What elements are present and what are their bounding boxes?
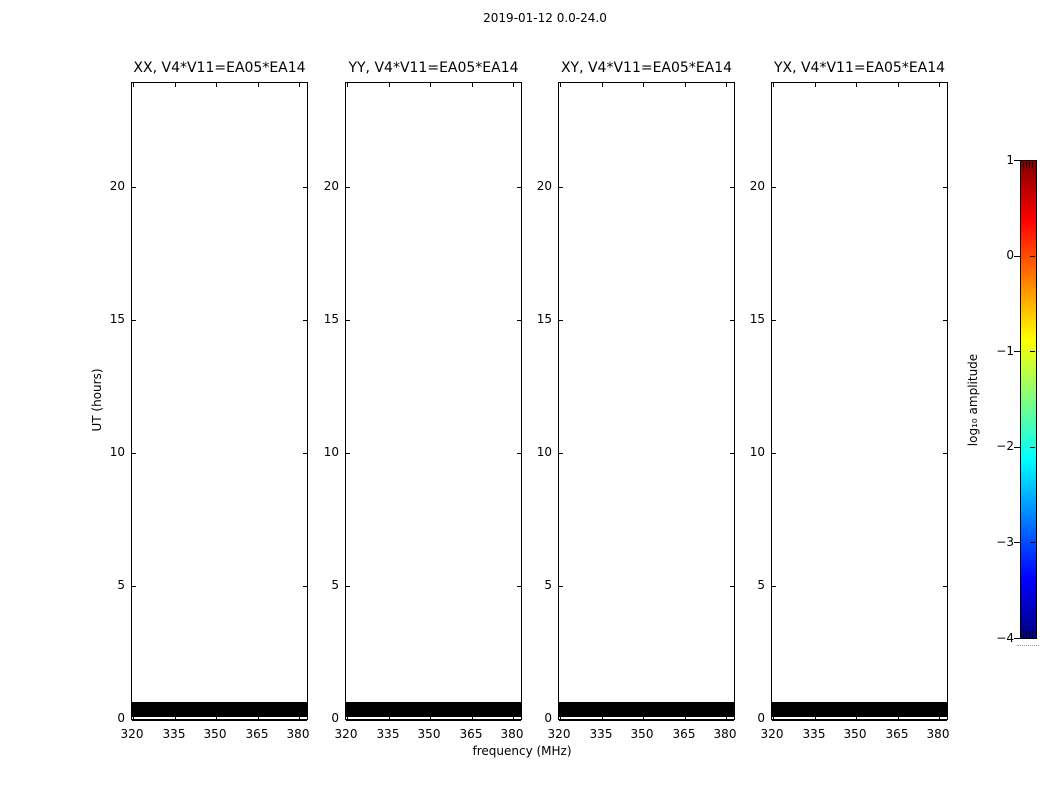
y-tick-label: 20 — [323, 179, 339, 193]
data-band — [559, 719, 734, 721]
subplot-1 — [345, 82, 522, 720]
colorbar-bottom-hatch — [1023, 631, 1034, 637]
x-axis-tick — [939, 83, 940, 87]
subplot-title: XX, V4*V11=EA05*EA14 — [133, 60, 306, 76]
x-axis-tick — [560, 83, 561, 87]
colorbar-tick — [1030, 160, 1035, 161]
colorbar-tick — [1030, 447, 1035, 448]
colorbar-label: log₁₀ amplitude — [966, 353, 980, 447]
x-axis-tick — [472, 83, 473, 87]
data-band — [772, 702, 947, 717]
subplot-0 — [131, 82, 308, 720]
colorbar-tick — [1014, 256, 1020, 257]
x-axis-tick — [133, 83, 134, 87]
x-axis-tick — [856, 83, 857, 87]
y-axis-tick — [772, 187, 776, 188]
y-tick-label: 15 — [109, 312, 125, 326]
x-axis-tick — [513, 83, 514, 87]
colorbar-tick — [1014, 351, 1020, 352]
y-tick-label: 0 — [544, 711, 552, 725]
y-axis-tick — [559, 187, 563, 188]
x-tick-label: 320 — [547, 727, 571, 741]
colorbar-gradient — [1020, 160, 1037, 639]
colorbar-tick — [1014, 638, 1020, 639]
subplot-title: YX, V4*V11=EA05*EA14 — [773, 60, 946, 76]
y-tick-label: 20 — [109, 179, 125, 193]
x-tick-label: 350 — [843, 727, 867, 741]
x-tick-label: 350 — [630, 727, 654, 741]
x-axis-tick — [643, 83, 644, 87]
y-tick-label: 5 — [544, 578, 552, 592]
y-tick-label: 5 — [757, 578, 765, 592]
y-tick-label: 10 — [536, 445, 552, 459]
y-axis-tick — [943, 453, 947, 454]
y-tick-label: 0 — [117, 711, 125, 725]
x-tick-label: 365 — [245, 727, 269, 741]
y-tick-label: 15 — [536, 312, 552, 326]
x-axis-tick — [347, 83, 348, 87]
y-axis-tick — [132, 187, 136, 188]
x-axis-tick — [299, 83, 300, 87]
x-axis-tick — [773, 83, 774, 87]
x-tick-label: 320 — [120, 727, 144, 741]
subplot-2 — [558, 82, 735, 720]
x-axis-label: frequency (MHz) — [472, 744, 572, 758]
y-axis-tick — [559, 453, 563, 454]
x-tick-label: 365 — [459, 727, 483, 741]
y-axis-tick — [943, 320, 947, 321]
y-axis-tick — [559, 320, 563, 321]
colorbar-tick-label: −3 — [996, 534, 1014, 549]
y-tick-label: 10 — [109, 445, 125, 459]
colorbar-tick-label: −1 — [996, 343, 1014, 358]
x-tick-label: 380 — [926, 727, 950, 741]
colorbar-tick — [1030, 542, 1035, 543]
y-tick-label: 10 — [749, 445, 765, 459]
x-tick-label: 335 — [802, 727, 826, 741]
y-tick-label: 20 — [749, 179, 765, 193]
colorbar-top-hatch — [1023, 162, 1034, 168]
y-axis-tick — [132, 586, 136, 587]
x-tick-label: 365 — [672, 727, 696, 741]
x-axis-tick — [726, 83, 727, 87]
colorbar-tick — [1014, 160, 1020, 161]
y-tick-label: 0 — [331, 711, 339, 725]
x-axis-tick — [389, 83, 390, 87]
y-tick-label: 10 — [323, 445, 339, 459]
x-tick-label: 365 — [885, 727, 909, 741]
colorbar-extend-dots — [1017, 645, 1039, 646]
x-tick-label: 380 — [500, 727, 524, 741]
data-band — [772, 719, 947, 721]
data-band — [346, 719, 521, 721]
x-tick-label: 320 — [334, 727, 358, 741]
x-axis-tick — [175, 83, 176, 87]
x-axis-tick — [602, 83, 603, 87]
x-axis-tick — [430, 83, 431, 87]
x-axis-tick — [258, 83, 259, 87]
figure-title: 2019-01-12 0.0-24.0 — [483, 11, 607, 25]
y-axis-tick — [132, 453, 136, 454]
subplot-title: YY, V4*V11=EA05*EA14 — [348, 60, 519, 76]
colorbar-tick-label: −2 — [996, 439, 1014, 454]
y-axis-tick — [132, 320, 136, 321]
colorbar-tick-label: 0 — [1006, 248, 1014, 263]
colorbar-tick — [1014, 542, 1020, 543]
data-band — [132, 702, 307, 717]
y-tick-label: 5 — [117, 578, 125, 592]
y-axis-tick — [346, 187, 350, 188]
y-tick-label: 15 — [323, 312, 339, 326]
x-tick-label: 380 — [286, 727, 310, 741]
data-band — [346, 702, 521, 717]
y-axis-tick — [346, 586, 350, 587]
data-band — [132, 719, 307, 721]
colorbar-tick-label: −4 — [996, 630, 1014, 645]
colorbar-tick — [1030, 638, 1035, 639]
data-band — [559, 702, 734, 717]
y-axis-tick — [559, 586, 563, 587]
x-tick-label: 335 — [376, 727, 400, 741]
y-axis-tick — [346, 320, 350, 321]
y-tick-label: 5 — [331, 578, 339, 592]
x-axis-tick — [685, 83, 686, 87]
y-axis-tick — [772, 586, 776, 587]
x-axis-tick — [898, 83, 899, 87]
y-axis-tick — [943, 586, 947, 587]
y-axis-tick — [772, 453, 776, 454]
x-tick-label: 350 — [417, 727, 441, 741]
subplot-title: XY, V4*V11=EA05*EA14 — [560, 60, 733, 76]
colorbar-tick — [1014, 447, 1020, 448]
y-tick-label: 0 — [757, 711, 765, 725]
subplot-3 — [771, 82, 948, 720]
x-axis-tick — [815, 83, 816, 87]
y-tick-label: 15 — [749, 312, 765, 326]
y-axis-tick — [346, 453, 350, 454]
y-axis-tick — [772, 320, 776, 321]
y-axis-label: UT (hours) — [90, 368, 104, 432]
x-tick-label: 380 — [713, 727, 737, 741]
x-tick-label: 350 — [203, 727, 227, 741]
colorbar-tick-label: 1 — [1006, 152, 1014, 167]
x-axis-tick — [216, 83, 217, 87]
x-tick-label: 320 — [760, 727, 784, 741]
y-axis-tick — [943, 187, 947, 188]
colorbar-tick — [1030, 351, 1035, 352]
y-tick-label: 20 — [536, 179, 552, 193]
x-tick-label: 335 — [162, 727, 186, 741]
x-tick-label: 335 — [589, 727, 613, 741]
colorbar-tick — [1030, 256, 1035, 257]
